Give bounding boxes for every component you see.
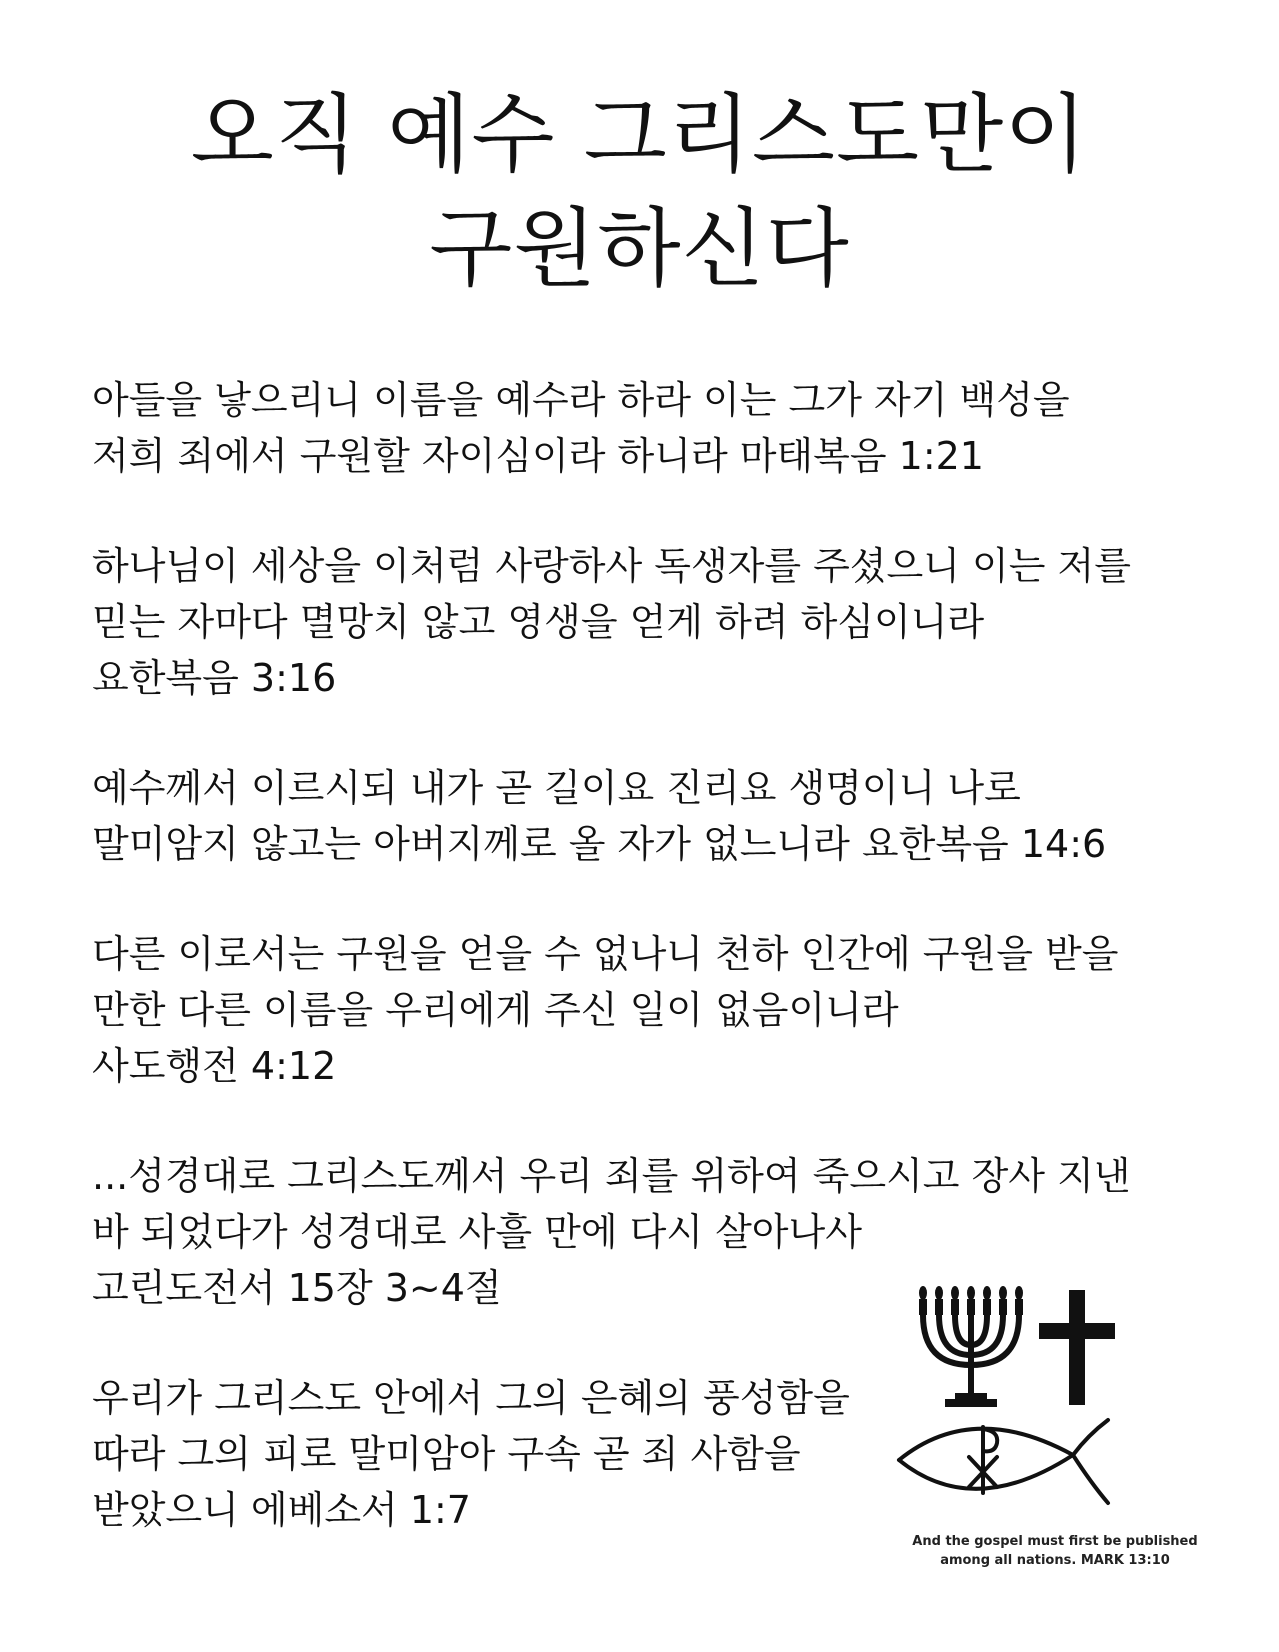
title-line-2: 구원하신다 <box>429 199 850 299</box>
caption-line-2: among all nations. MARK 13:10 <box>940 1553 1170 1568</box>
verse-matthew-1-21 <box>92 372 1212 484</box>
ichthys-chi-rho-icon <box>893 1405 1123 1515</box>
caption-line-1: And the gospel must first be published <box>912 1534 1198 1549</box>
verse-line: 바 되었다가 성경대로 사흘 만에 다시 살아나사 <box>92 1210 862 1254</box>
verse-line: 고린도전서 15장 3~4절 <box>92 1266 502 1310</box>
verse-john-14-6 <box>92 760 1212 872</box>
verse-line: 받았으니 에베소서 1:7 <box>92 1488 471 1532</box>
menorah-icon <box>915 1285 1035 1410</box>
verse-line: 우리가 그리스도 안에서 그의 은혜의 풍성함을 <box>92 1376 850 1420</box>
verse-line: 저희 죄에서 구원할 자이심이라 하니라 마태복음 1:21 <box>92 434 984 478</box>
cross-icon <box>1033 1285 1123 1410</box>
verse-line: 말미암지 않고는 아버지께로 올 자가 없느니라 요한복음 14:6 <box>92 822 1107 866</box>
verse-line: 만한 다른 이름을 우리에게 주신 일이 없음이니라 <box>92 988 899 1032</box>
verse-line: 요한복음 3:16 <box>92 656 337 700</box>
verse-line: 예수께서 이르시되 내가 곧 길이요 진리요 생명이니 나로 <box>92 766 1021 810</box>
verse-line: 아들을 낳으리니 이름을 예수라 하라 이는 그가 자기 백성을 <box>92 378 1070 422</box>
verse-line: ...성경대로 그리스도께서 우리 죄를 위하여 죽으시고 장사 지낸 <box>92 1154 1131 1198</box>
page-title <box>0 78 1279 306</box>
verse-john-3-16 <box>92 538 1212 706</box>
verse-ephesians-1-7 <box>92 1370 892 1538</box>
verse-line: 믿는 자마다 멸망치 않고 영생을 얻게 하려 하심이니라 <box>92 600 985 644</box>
verse-line: 사도행전 4:12 <box>92 1044 337 1088</box>
title-line-1: 오직 예수 그리스도만이 <box>190 85 1089 185</box>
verse-line: 따라 그의 피로 말미암아 구속 곧 죄 사함을 <box>92 1432 801 1476</box>
verse-line: 다른 이로서는 구원을 얻을 수 없나니 천하 인간에 구원을 받을 <box>92 932 1119 976</box>
gospel-caption <box>905 1532 1205 1570</box>
verse-acts-4-12 <box>92 926 1212 1094</box>
verse-line: 하나님이 세상을 이처럼 사랑하사 독생자를 주셨으니 이는 저를 <box>92 544 1131 588</box>
